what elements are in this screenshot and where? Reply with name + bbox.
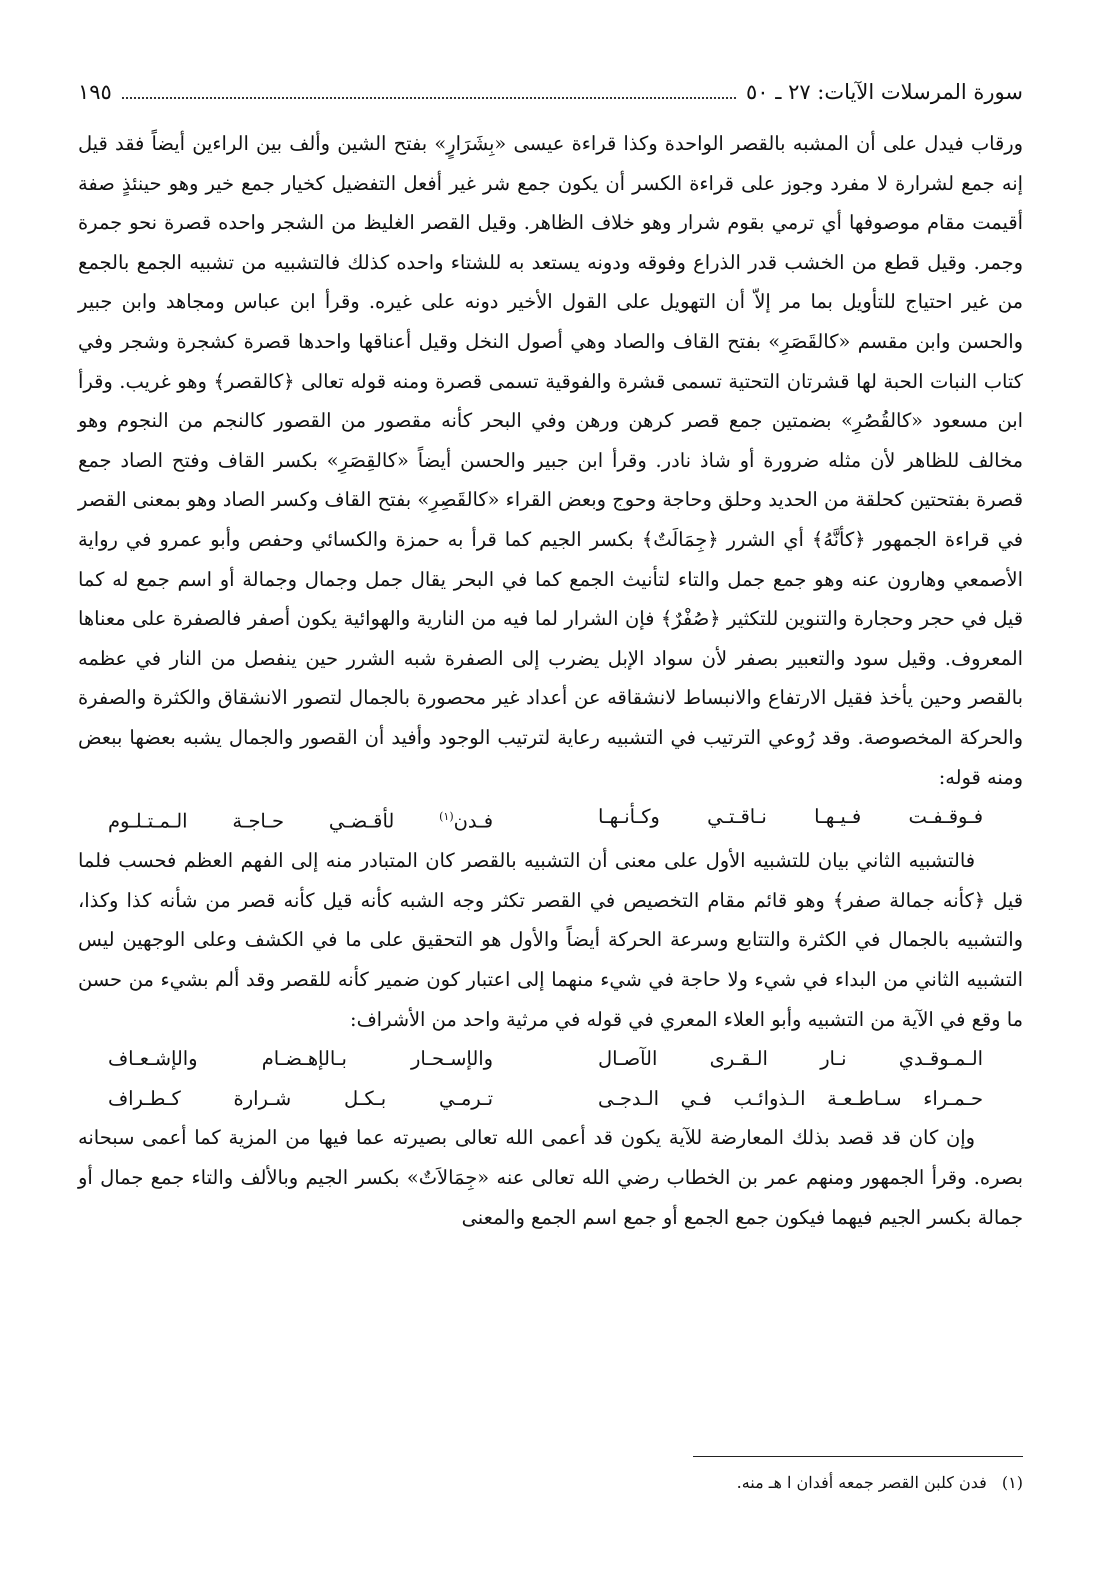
dot-leader — [122, 96, 736, 99]
footnote-marker: (١) — [439, 810, 454, 824]
poem-verse-1 — [78, 797, 1023, 841]
paragraph-3: وإن كان قد قصد بذلك المعارضة للآية يكون قد أعمى الله تعالى بصيرته عما فيها من المزية كما أعمى سبحانه بصره. وقرأ الجمهور ومنهم عمر بن الخطاب رضي الله تعالى عنه «جِمَالاَتٌ» بكسر الجيم وبالألف والتاء جمع جمال أو جمالة بكسر الجيم فيهما فيكون جمع الجمع أو جمع اسم الجمع والمعنى — [78, 1126, 1023, 1229]
running-header — [78, 80, 1023, 124]
verse-left-hemistich: والإسـحـار بـالإهـضـام والإشـعـاف — [108, 1047, 493, 1071]
verse-right-hemistich: الـمـوقـدي نـار الـقـرى الآصـال — [598, 1047, 983, 1071]
verse-left-hemistich: تـرمـي بـكـل شـرارة كـطـراف — [108, 1086, 493, 1110]
chapter-title: سورة المرسلات الآيات: ٢٧ ـ ٥٠ — [745, 80, 1023, 104]
verse-left-hemistich — [108, 797, 493, 841]
verse-word: فـدن — [453, 809, 493, 833]
poem-verse-2 — [78, 1039, 1023, 1079]
footnote-number: (١) — [1001, 1473, 1023, 1492]
footnote-text: فدن كلبن القصر جمعه أفدان ا هـ منه. — [736, 1473, 987, 1492]
page-number: ١٩٥ — [78, 80, 112, 104]
verse-right-hemistich: حـمـراء سـاطـعـة الـذوائـب فـي الـدجـى — [598, 1086, 983, 1110]
poem-verse-3 — [78, 1079, 1023, 1119]
paragraph-1: ورقاب فيدل على أن المشبه بالقصر الواحدة وكذا قراءة عيسى «بِشَرَارٍ» بفتح الشين وألف بين الراءين أيضاً فقد قيل إنه جمع لشرارة لا مفرد وجوز على قراءة الكسر أن يكون جمع شر غير أفعل التفضيل كخيار جمع خير وهو حينئذٍ صفة أقيمت مقام موصوفها أي ترمي بقوم شرار وهو خلاف الظاهر. وقيل القصر الغليظ من الشجر واحده قصرة نحو جمرة وجمر. وقيل قطع من الخشب قدر الذراع وفوقه ودونه يستعد به للشتاء واحده كذلك فالتشبيه من تشبيه الجمع بالجمع من غير احتياج للتأويل بما مر إلاّ أن التهويل على القول الأخير دونه على غيره. وقرأ ابن عباس ومجاهد وابن جبير والحسن وابن مقسم «كالقَصَرِ» بفتح القاف والصاد وهي أصول النخل وقيل أعناقها واحدها قصرة كشجرة وشجر وفي كتاب النبات الحبة لها قشرتان التحتية تسمى قشرة والفوقية تسمى قصرة ومنه قوله تعالى ﴿كالقصر﴾ وهو غريب. وقرأ ابن مسعود «كالقُصُرِ» بضمتين جمع قصر كرهن ورهن وفي البحر كأنه مقصور من القصور كالنجم من النجوم وهو مخالف للظاهر لأن مثله ضرورة أو شاذ نادر. وقرأ ابن جبير والحسن أيضاً «كالقِصَرِ» بكسر القاف وفتح الصاد جمع قصرة بفتحتين كحلقة من الحديد وحلق وحاجة وحوج وبعض القراء «كالقَصِرِ» بفتح القاف وكسر الصاد وهو بمعنى القصر في قراءة الجمهور ﴿كأنَّهُ﴾ أي الشرر ﴿جِمَالَتٌ﴾ بكسر الجيم كما قرأ به حمزة والكسائي وحفص وأبو عمرو في رواية الأصمعي وهارون عنه وهو جمع جمل والتاء لتأنيث الجمع كما في البحر يقال جمل وجمال وجمالة أو اسم جمع له كما قيل في حجر وحجارة والتنوين للتكثير ﴿صُفْرٌ﴾ فإن الشرار لما فيه من النارية والهوائية يكون أصفر فالصفرة على معناها المعروف. وقيل سود والتعبير بصفر لأن سواد الإبل يضرب إلى الصفرة شبه الشرر حين ينفصل من النار في عظمه بالقصر وحين يأخذ فقيل الارتفاع والانبساط لانشقاقه عن أعداد غير محصورة بالجمال لتصور الانشقاق والكثرة والصفرة والحركة المخصوصة. وقد رُوعي الترتيب في التشبيه رعاية لترتيب الوجود وأفيد أن القصور والجمال يشبه بعضها ببعض ومنه قوله: — [78, 132, 1023, 789]
book-page — [78, 80, 1023, 1520]
footnote — [737, 1470, 1023, 1496]
paragraph-2: فالتشبيه الثاني بيان للتشبيه الأول على معنى أن التشبيه بالقصر كان المتبادر منه إلى الفهم العظم فحسب فلما قيل ﴿كأنه جمالة صفر﴾ وهو قائم مقام التخصيص في القصر تكثر وجه الشبه كأنه قيل كأنه قصر من شأنه كذا وكذا، والتشبيه بالجمال في الكثرة والتتابع وسرعة الحركة أيضاً والأول هو التحقيق على ما في الكشف وعلى الوجهين ليس التشبيه الثاني من البداء في شيء ولا حاجة في شيء منهما إلى اعتبار كون ضمير كأنه للقصر وقد ألم بشيء من حسن ما وقع في الآية من التشبيه وأبو العلاء المعري في قوله في مرثية واحد من الأشراف: — [78, 849, 1023, 1031]
verse-right-hemistich: فـوقـفـت فـيـهـا نـاقـتـي وكـأنـهـا — [598, 805, 983, 829]
verse-word: لأقـضـي حـاجـة الـمـتـلـوم — [108, 809, 440, 833]
footnote-divider — [693, 1456, 1023, 1457]
